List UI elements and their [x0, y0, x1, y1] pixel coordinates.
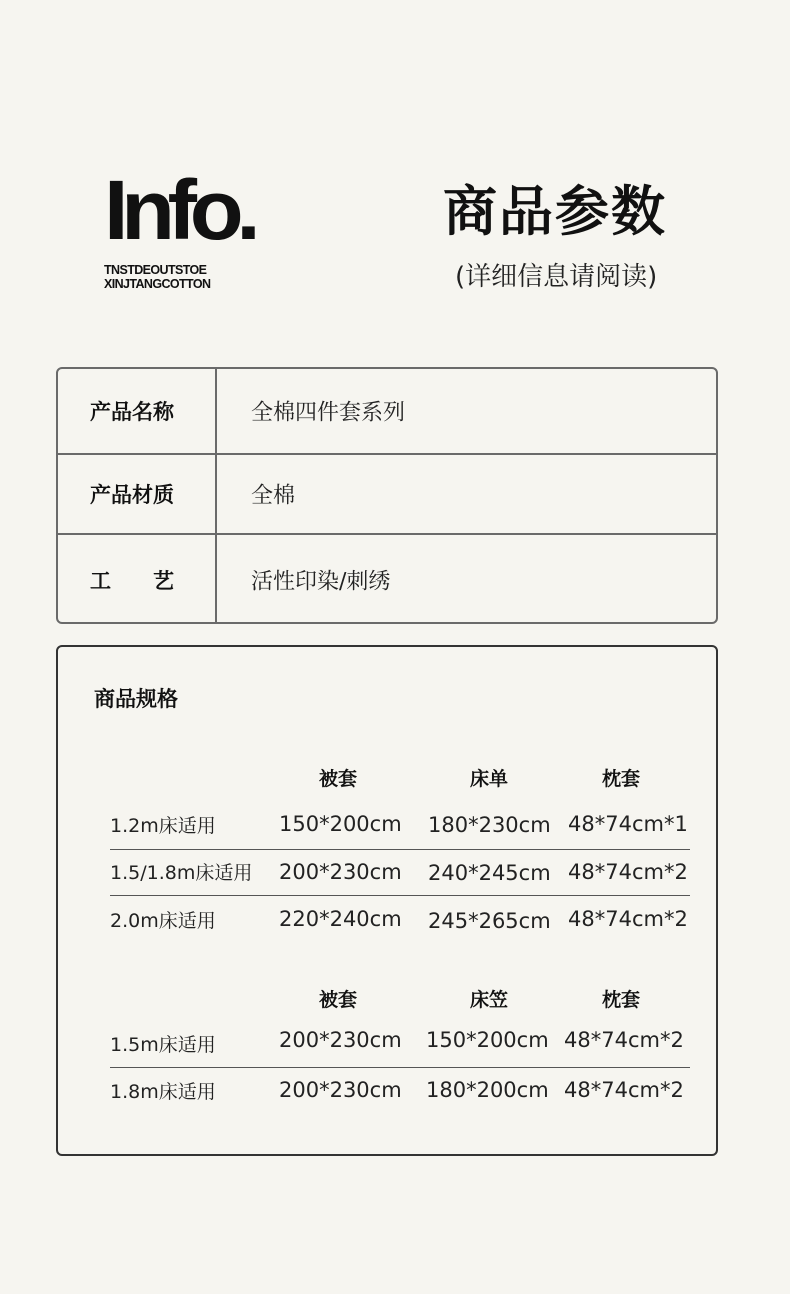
table1-row-label: 2.0m床适用: [110, 910, 216, 932]
logo-tagline-1: TNSTDEOUTSTOE: [104, 263, 207, 277]
info-row-material: [58, 455, 716, 535]
table1-cell: 245*265cm: [428, 909, 551, 933]
table2-cell: 200*230cm: [279, 1028, 402, 1052]
row-divider: [110, 895, 690, 896]
table2-header-pillowcase: 枕套: [601, 989, 641, 1011]
info-row-craft: [58, 535, 716, 624]
column-divider: [215, 369, 217, 622]
table1-cell: 220*240cm: [279, 907, 402, 931]
table1-cell: 48*74cm*1: [568, 812, 688, 836]
table1-cell: 180*230cm: [428, 813, 551, 837]
table2-row-label: 1.8m床适用: [110, 1081, 216, 1103]
info-label: 产品材质: [90, 483, 174, 507]
table2-cell: 200*230cm: [279, 1078, 402, 1102]
info-value: 活性印染/刺绣: [251, 569, 391, 594]
table2-header-fitted-sheet: 床笠: [469, 989, 509, 1011]
table1-header-pillowcase: 枕套: [601, 768, 641, 790]
table2-cell: 48*74cm*2: [564, 1028, 684, 1052]
table1-row-label: 1.2m床适用: [110, 815, 216, 837]
info-value: 全棉四件套系列: [251, 400, 406, 426]
info-row-name: [58, 369, 716, 455]
table2-cell: 180*200cm: [426, 1078, 549, 1102]
page-subtitle: (详细信息请阅读): [455, 262, 658, 292]
logo-tagline-2: XINJTANGCOTTON: [104, 277, 211, 291]
table1-header-duvet: 被套: [318, 768, 358, 790]
page-title: 商品参数: [443, 180, 667, 243]
info-label: 产品名称: [90, 400, 174, 424]
table1-cell: 150*200cm: [279, 812, 402, 836]
table1-row-label: 1.5/1.8m床适用: [110, 862, 253, 884]
table2-cell: 150*200cm: [426, 1028, 549, 1052]
spec-title: 商品规格: [94, 687, 178, 711]
info-label: 工 艺: [90, 568, 174, 593]
table2-cell: 48*74cm*2: [564, 1078, 684, 1102]
table1-cell: 240*245cm: [428, 861, 551, 885]
info-value: 全棉: [251, 483, 296, 509]
table1-cell: 48*74cm*2: [568, 860, 688, 884]
spec-box: [56, 645, 718, 1156]
logo-wordmark: Info.: [104, 163, 254, 257]
table2-header-duvet: 被套: [318, 989, 358, 1011]
product-info-table: [56, 367, 718, 624]
table1-header-sheet: 床单: [469, 768, 509, 790]
row-divider: [110, 1067, 690, 1068]
table1-cell: 48*74cm*2: [568, 907, 688, 931]
row-divider: [110, 849, 690, 850]
table1-cell: 200*230cm: [279, 860, 402, 884]
table2-row-label: 1.5m床适用: [110, 1034, 216, 1056]
